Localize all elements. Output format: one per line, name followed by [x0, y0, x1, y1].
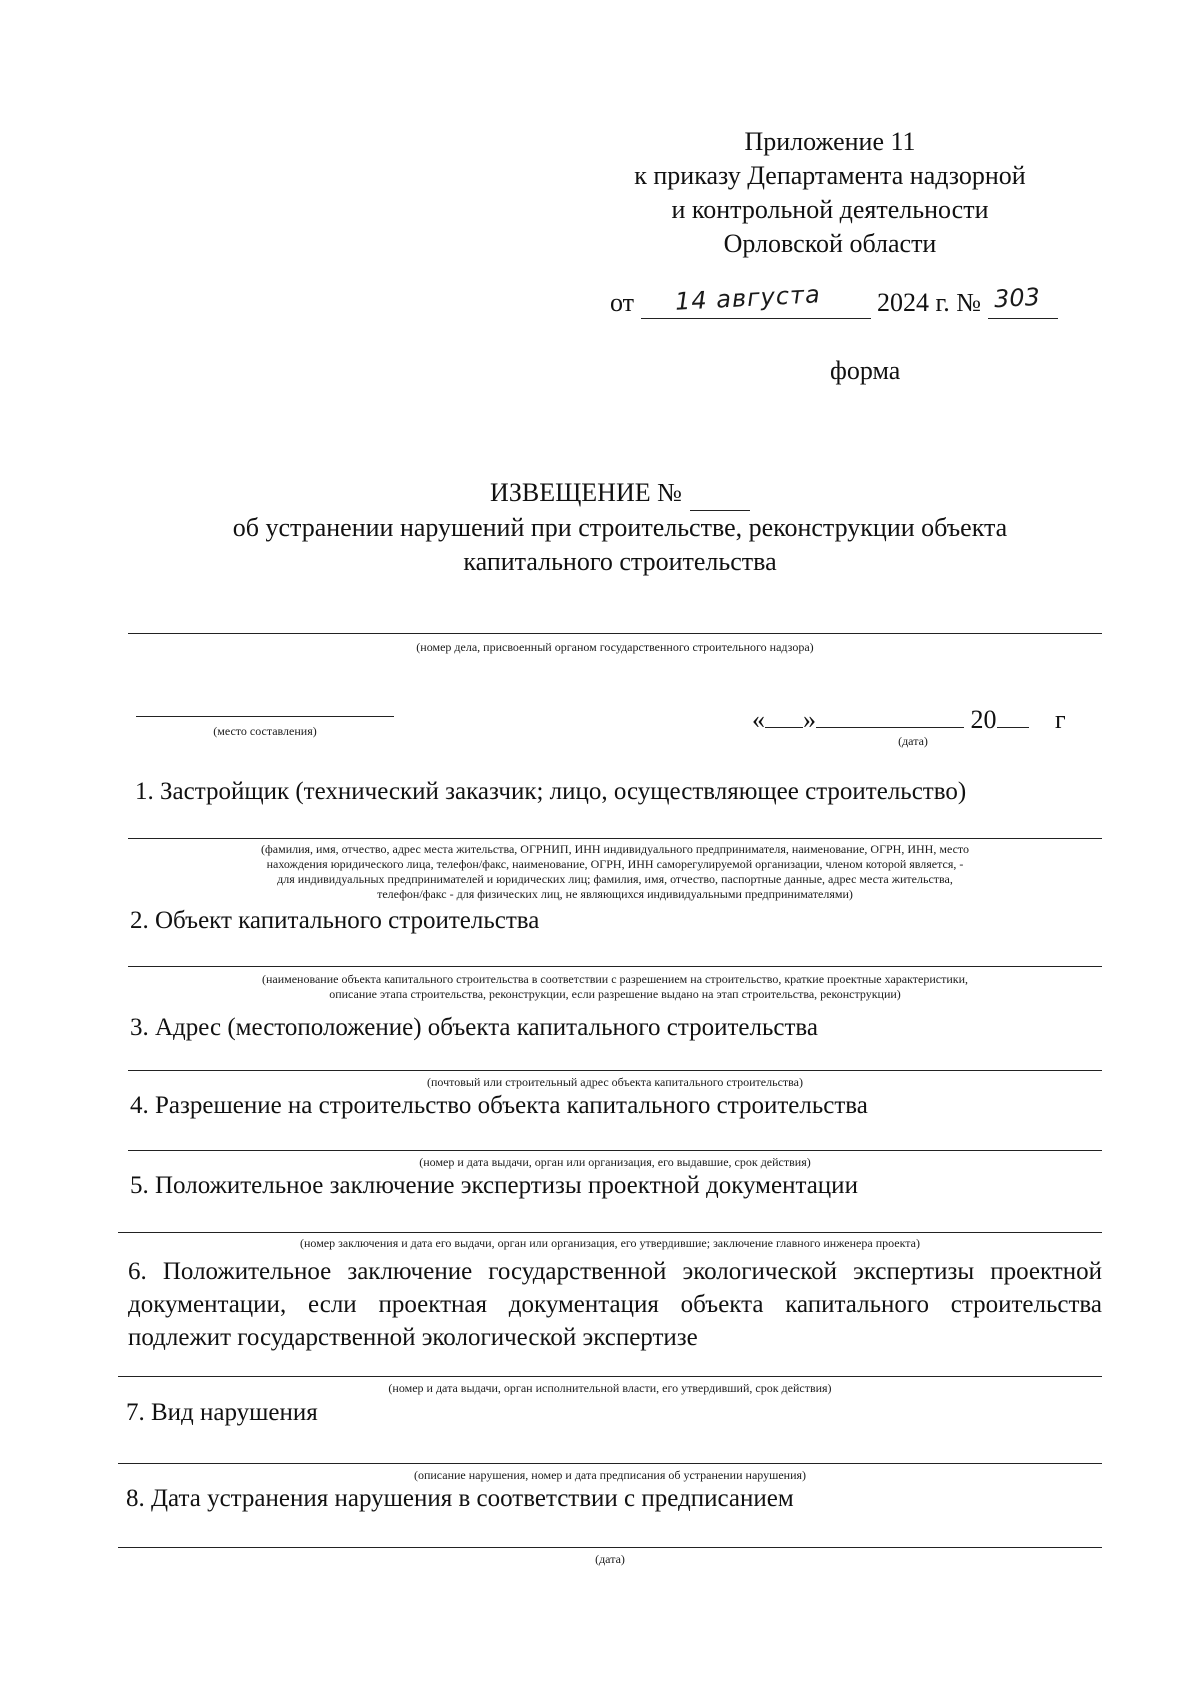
section-4-line [128, 1150, 1102, 1151]
date-year-field [997, 703, 1029, 728]
section-1-caption [118, 842, 1112, 902]
case-number-line [128, 633, 1102, 634]
section-1-caption-line-2: нахождения юридического лица, телефон/факс, наименование, ОГРН, ИНН саморегулируемой организации, членом которой является, - [266, 857, 964, 871]
order-number-handwritten: 303 [992, 282, 1041, 314]
section-3-line [128, 1070, 1102, 1071]
order-number-field [988, 282, 1058, 319]
section-4-caption: (номер и дата выдачи, орган или организация, его выдавшие, срок действия) [419, 1155, 811, 1169]
place-line [136, 716, 394, 717]
title-main: ИЗВЕЩЕНИЕ № [490, 478, 682, 507]
section-4-title: 4. Разрешение на строительство объекта капитального строительства [130, 1092, 868, 1119]
appendix-order-ref-2: и контрольной деятельности [671, 195, 989, 224]
appendix-number: Приложение 11 [744, 127, 916, 156]
section-5-line [118, 1232, 1102, 1233]
appendix-region: Орловской области [723, 229, 937, 258]
section-6-line [118, 1376, 1102, 1377]
section-1-caption-line-1: (фамилия, имя, отчество, адрес места жительства, ОГРНИП, ИНН индивидуального предпринимателя, наименование, ОГРН, ИНН, место [261, 842, 969, 856]
section-1-caption-line-4: телефон/факс - для физических лиц, не являющихся индивидуальными предпринимателями) [377, 887, 853, 901]
section-1-title: 1. Застройщик (технический заказчик; лицо, осуществляющее строительство) [135, 778, 967, 805]
section-2-caption-line-1: (наименование объекта капитального строительства в соответствии с разрешением на строительство, краткие проектные характеристики, [261, 972, 969, 986]
section-7-caption: (описание нарушения, номер и дата предписания об устранении нарушения) [413, 1468, 807, 1482]
appendix-order-ref: к приказу Департамента надзорной [634, 161, 1026, 190]
section-2-title: 2. Объект капитального строительства [130, 907, 540, 934]
date-century: 20 [970, 705, 997, 734]
order-prefix: от [610, 288, 635, 317]
section-1-line [128, 838, 1102, 839]
section-5-caption: (номер заключения и дата его выдачи, орган или организация, его утвердившие; заключение главного инженера проекта) [300, 1236, 920, 1250]
date-field [752, 703, 1066, 735]
section-3-caption: (почтовый или строительный адрес объекта капитального строительства) [427, 1075, 803, 1089]
section-1-caption-line-3: для индивидуальных предпринимателей и юридических лиц; фамилия, имя, отчество, паспортные данные, адрес места жительства, [277, 872, 953, 886]
section-3-title: 3. Адрес (местоположение) объекта капитального строительства [130, 1014, 818, 1041]
date-year-suffix: г [1055, 705, 1066, 734]
date-caption: (дата) [898, 734, 928, 748]
order-year-number-label: 2024 г. № [877, 288, 982, 317]
section-2-caption-line-2: описание этапа строительства, реконструкции, если разрешение выдано на этап строительства, реконструкции) [329, 987, 901, 1001]
section-7-line [118, 1463, 1102, 1464]
document-title [160, 476, 1080, 579]
section-2-caption [118, 972, 1112, 1002]
section-6-title: 6. Положительное заключение государственной экологической экспертизы проектной документации, если проектная документация объекта капитального строительства подлежит государственной экологической экспертизе [128, 1258, 1102, 1351]
title-subtitle-2: капитального строительства [463, 547, 777, 576]
title-subtitle-1: об устранении нарушений при строительстве, реконструкции объекта [232, 513, 1008, 542]
date-close-quote: » [803, 705, 816, 734]
section-8-caption: (дата) [595, 1552, 625, 1566]
date-day-field [765, 703, 803, 728]
appendix-header [580, 125, 1080, 261]
section-8-line [118, 1547, 1102, 1548]
case-number-caption: (номер дела, присвоенный органом государственного строительного надзора) [416, 640, 814, 654]
place-caption: (место составления) [213, 724, 317, 738]
order-date-field [641, 280, 871, 319]
order-date-line [610, 280, 1058, 319]
notice-number-field [690, 476, 750, 511]
form-label: форма [830, 356, 901, 385]
date-open-quote: « [752, 705, 765, 734]
section-5-title: 5. Положительное заключение экспертизы проектной документации [130, 1172, 858, 1199]
date-month-field [816, 703, 964, 728]
section-8-title: 8. Дата устранения нарушения в соответствии с предписанием [126, 1485, 794, 1512]
section-7-title: 7. Вид нарушения [126, 1399, 318, 1426]
section-2-line [128, 966, 1102, 967]
section-6-caption: (номер и дата выдачи, орган исполнительной власти, его утвердивший, срок действия) [388, 1381, 832, 1395]
order-date-handwritten: 14 августа [673, 280, 821, 316]
